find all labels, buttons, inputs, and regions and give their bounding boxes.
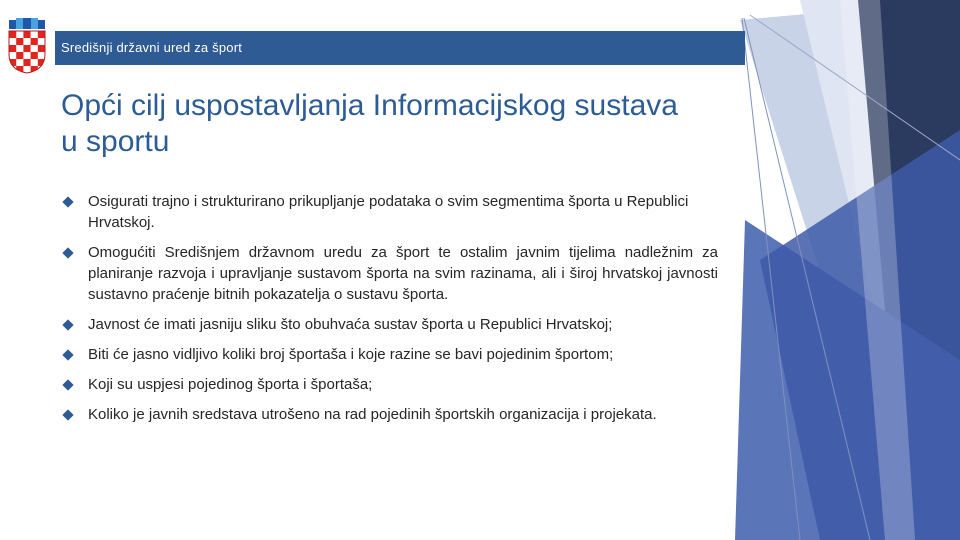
bullet-text: Koji su uspjesi pojedinog športa i športaša;	[88, 376, 373, 393]
croatian-coat-of-arms-icon	[7, 18, 47, 74]
diamond-bullet-icon	[62, 349, 73, 360]
bullet-list	[64, 191, 718, 434]
diamond-bullet-icon	[62, 379, 73, 390]
diamond-bullet-icon	[62, 196, 73, 207]
header-bar	[55, 31, 745, 65]
bullet-item	[64, 242, 718, 305]
crown-icon	[9, 18, 45, 29]
bullet-text: Osigurati trajno i strukturirano prikupljanje podataka o svim segmentima športa u Republici Hrvatskoj.	[88, 193, 689, 231]
bullet-item	[64, 374, 718, 395]
bullet-text: Javnost će imati jasniju sliku što obuhvaća sustav športa u Republici Hrvatskoj;	[88, 316, 613, 333]
bullet-item	[64, 404, 718, 425]
bullet-item	[64, 344, 718, 365]
office-name: Središnji državni ured za šport	[61, 40, 243, 55]
diamond-bullet-icon	[62, 247, 73, 258]
diamond-bullet-icon	[62, 319, 73, 330]
bullet-text: Biti će jasno vidljivo koliki broj športaša i koje razine se bavi pojedinim športom;	[88, 346, 614, 363]
checkerboard-shield	[9, 31, 45, 74]
bullet-text: Omogućiti Središnjem državnom uredu za šport te ostalim javnim tijelima nadležnim za planiranje razvoja i upravljanje sustavom športa na svim razinama, ali i široj hrvatskoj javnosti sustavno praćenje bitnih pokazatelja o sustavu športa.	[88, 244, 718, 303]
bullet-text: Koliko je javnih sredstava utrošeno na rad pojedinih športskih organizacija i projekata.	[88, 406, 657, 423]
diamond-bullet-icon	[62, 409, 73, 420]
slide-title: Opći cilj uspostavljanja Informacijskog sustava u sportu	[61, 89, 678, 158]
bullet-item	[64, 314, 718, 335]
bullet-item	[64, 191, 718, 233]
